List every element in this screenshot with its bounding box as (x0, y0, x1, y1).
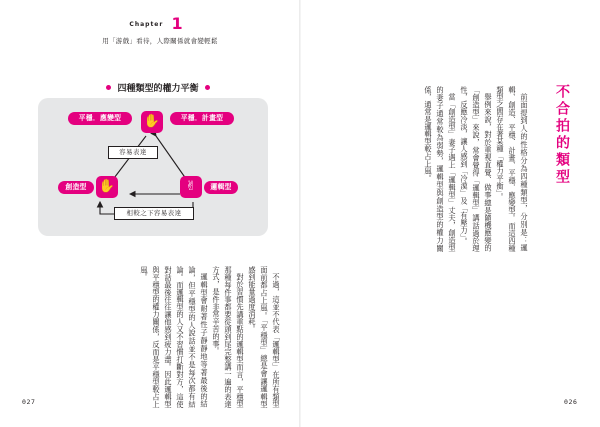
paragraph: 舉例來說，對於重視直覺、做事總是隨機應變的「創造型」來說，常會覺得「邏輯型」講話過於理性，反應冷淡，讓人感到「冷漠」及「有壓力」。 (460, 86, 493, 252)
bullet-dot-icon (106, 85, 111, 90)
paragraph: 當「創造型」妻子遇上「邏輯型」丈夫，創造型的妻子通常較為弱勢，邏輯型與創造型的權力關係，通常是邏輯型較占上風。 (424, 86, 457, 252)
section-title: 不合拍的類型 (554, 84, 570, 186)
chapter-number: 1 (171, 14, 183, 33)
chapter-heading (96, 14, 216, 33)
chapter-title: 用「游戲」看待，人際關係就會變輕鬆 (102, 37, 218, 45)
right-page-body (380, 86, 530, 252)
paragraph: 對於習慣先講重點的邏輯型而言，平穩型那種每件事都要從頭到尾完整講一遍的表達方式，是件非常辛苦的事。 (212, 266, 245, 408)
type-logical: 邏輯型 (204, 181, 238, 194)
hand-palm-icon: ✋ (141, 111, 163, 133)
page-number-right: 026 (564, 398, 578, 406)
paragraph: 邏輯型會耐著性子靜靜地等著最後的結論，但平穩型的人說話並不是每次都有結論。而邏輯型的人又不習慣打斷對方，這使對話最後往往讓他感到疲力盡。因此邏輯型與平穩型的權力關係，反而是平穩型較占上風。 (140, 266, 209, 408)
label-relatively-easy: 相較之下容易表達 (114, 207, 194, 220)
label-easy-express: 容易表達 (108, 146, 158, 159)
type-creative: 創造型 (58, 181, 94, 194)
type-balanced-adaptive: 平穩．應變型 (68, 112, 132, 125)
type-balanced-planning: 平穩．計畫型 (170, 112, 234, 125)
diagram-title (68, 82, 248, 96)
diagram-title-text: 四種類型的權力平衡 (117, 84, 199, 94)
paragraph: 不過，這並不代表「邏輯型」在所有類型面前都占上風。「平穩型」總是會讓邏輯型感到能量過度消耗。 (248, 266, 281, 408)
bullet-dot-icon (205, 85, 210, 90)
book-gutter (299, 0, 301, 427)
hand-paper-icon: ✋ (96, 176, 118, 198)
chapter-word: Chapter (129, 21, 164, 28)
page-number-left: 027 (22, 398, 36, 406)
paragraph: 前面提到人的性格分為四種類型，分別是：邏輯、創造、平穩．計畫、平穩．應變型。而這四種類型之間存在著某種「權力平衡」。 (496, 86, 529, 252)
hand-scissors-icon: ✌ (180, 176, 202, 198)
left-page-body (112, 266, 282, 408)
